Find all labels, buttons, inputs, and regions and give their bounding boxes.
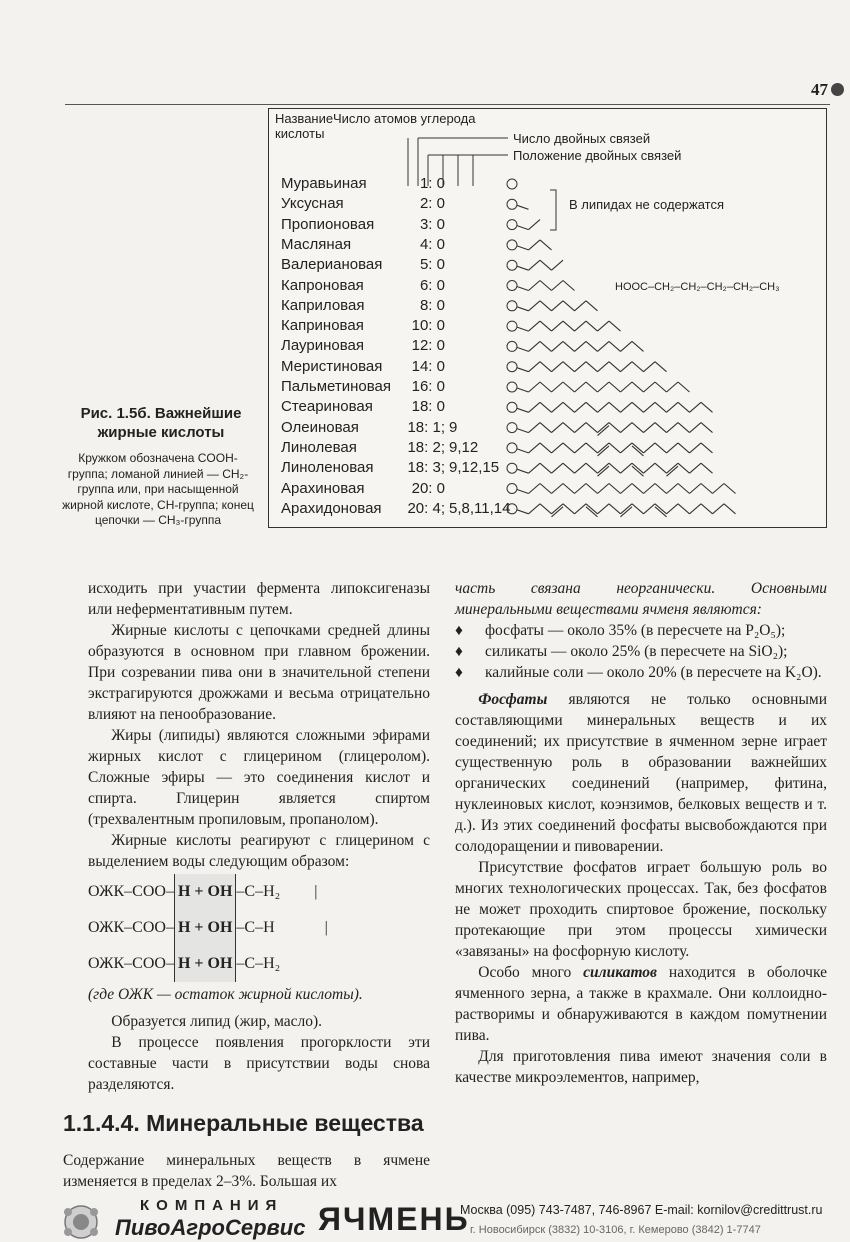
acid-chain <box>507 484 736 494</box>
header-double-bond-count: Число двойных связей <box>513 131 651 146</box>
paragraph: Образуется липид (жир, масло). <box>111 1013 323 1030</box>
paragraph: Для приготовления пива имеют значения соли в качестве микроэлементов, например, <box>455 1048 827 1086</box>
acid-double-bond-positions: 9 <box>449 418 458 436</box>
acid-composition: 18: 2; <box>407 438 445 456</box>
acid-double-bond-positions: 9,12,15 <box>449 459 500 477</box>
acid-composition: 4: 0 <box>419 235 445 253</box>
list-item: ♦ калийные соли — около 20% (в пересчете на K₂O). <box>455 664 822 681</box>
paragraph: Жирные кислоты с цепочками средней длины образуются в основном при главном брожении. При созревании пива они в значительной степени экстрагируются дрожжами и весьма отрицательно влияют на пенообразование. <box>88 622 430 723</box>
acid-chain <box>507 260 563 270</box>
caproic-formula: HOOC–CH₂–CH₂–CH₂–CH₂–CH₃ <box>615 281 780 293</box>
figure-caption-text: Кружком обозначена COOH-группа; ломаной линией — CH₂-группа или, при насыщенной жирной кислоте, CH-группа; конец цепочки — CH₃-группа <box>62 451 254 527</box>
acid-name: Арахиновая <box>281 479 365 497</box>
formula-right: –С–H₂ <box>236 883 281 900</box>
page-marker-icon <box>831 83 844 96</box>
list-item-text: фосфаты — около 35% (в пересчете на P₂O₅); <box>485 622 786 639</box>
acid-chain <box>507 463 713 476</box>
acid-chain <box>507 504 736 517</box>
acid-composition: 3: 0 <box>419 215 445 233</box>
acid-composition: 5: 0 <box>419 256 445 274</box>
footer-contacts-secondary: г. Новосибирск (3832) 10-3106, г. Кемерово (3842) 1-7747 <box>470 1224 761 1236</box>
top-rule <box>65 104 830 105</box>
left-column <box>88 578 430 1095</box>
esterification-formula: ОЖК–СОО– H + OH –С–H₂ | ОЖК–СОО– H + OH –С–H | ОЖК–СОО– H + OH –С–H₂ <box>88 874 430 982</box>
paragraph-text: Особо много <box>478 964 584 981</box>
acid-composition: 20: 0 <box>411 479 445 497</box>
acid-composition: 8: 0 <box>419 296 445 314</box>
acid-name: Арахидоновая <box>281 499 382 517</box>
paragraph-text: находится в оболочке ячменного зерна, а также в крахмале. Они коллоидно-растворимы и обнаруживаются в каждом помутнении пива. <box>455 964 827 1044</box>
right-column <box>455 578 827 1088</box>
paragraph: часть связана неорганически. Основными минеральными веществами ячменя являются: <box>455 580 827 618</box>
acid-chain <box>507 402 713 412</box>
acid-composition: 12: 0 <box>411 337 445 355</box>
acid-name: Олеиновая <box>281 418 359 436</box>
acid-name: Капроновая <box>281 276 364 294</box>
formula-box: H + OH <box>174 910 236 946</box>
acid-name: Муравьиная <box>281 175 367 192</box>
acid-name: Пальметиновая <box>281 378 391 395</box>
not-in-lipids-note: В липидах не содержатся <box>569 197 725 212</box>
page-number: 47 <box>811 80 828 99</box>
footer-contacts: Москва (095) 743-7487, 746-8967 E-mail: kornilov@credittrust.ru <box>460 1203 823 1217</box>
formula-box: H + OH <box>174 874 236 910</box>
footer <box>0 1195 850 1242</box>
formula-right: –С–H <box>236 919 275 936</box>
list-item: ♦ фосфаты — около 35% (в пересчете на P₂O₅); <box>455 622 786 639</box>
acid-composition: 16: 0 <box>411 378 445 395</box>
bracket <box>550 190 556 230</box>
footer-book-title: ЯЧМЕНЬ <box>318 1201 470 1237</box>
list-item: ♦ силикаты — около 25% (в пересчете на SiO₂); <box>455 643 788 660</box>
acid-composition: 2: 0 <box>419 195 445 213</box>
header-acid-name: Название кислоты <box>275 111 334 141</box>
acid-name: Масляная <box>281 235 352 253</box>
acid-composition: 20: 4; <box>407 499 445 517</box>
acid-composition: 6: 0 <box>419 276 445 294</box>
figure-caption-title: Рис. 1.5б. Важнейшие жирные кислоты <box>80 405 242 441</box>
acid-name: Каприловая <box>281 296 365 314</box>
acid-chain <box>507 199 529 209</box>
paragraph: Жиры (липиды) являются сложными эфирами жирных кислот с глицерином (глицеролом). Сложные эфиры — это соединения кислот и спирта. Глицерин является спиртом (трехвалентным пропиловым, пропанолом). <box>88 727 430 828</box>
company-logo-icon <box>60 1203 102 1241</box>
paragraph <box>455 962 827 1046</box>
paragraph: В процессе появления прогорклости эти составные части в присутствии воды снова разделяются. <box>88 1034 430 1093</box>
formula-right: –С–H₂ <box>236 955 281 972</box>
acid-name: Лауриновая <box>281 337 364 355</box>
acid-name: Линоленовая <box>281 459 374 477</box>
header-double-bond-positions: Положение двойных связей <box>513 148 682 163</box>
acid-composition: 14: 0 <box>411 357 445 375</box>
section-text: Содержание минеральных веществ в ячмене изменяется в пределах 2–3%. Большая их <box>63 1152 430 1190</box>
acid-chain <box>507 179 517 189</box>
formula-left: ОЖК–СОО– <box>88 955 174 972</box>
acid-chain <box>507 382 690 392</box>
acid-name: Уксусная <box>281 195 344 213</box>
acid-chain <box>507 423 713 436</box>
formula-left: ОЖК–СОО– <box>88 919 174 936</box>
acid-composition: 1: 0 <box>419 175 445 192</box>
acid-chain <box>507 362 667 372</box>
acid-chain <box>507 301 598 311</box>
list-item-text: калийные соли — около 20% (в пересчете на K₂O). <box>485 664 822 681</box>
chain-diagrams <box>268 108 825 528</box>
acid-double-bond-positions: 5,8,11,14 <box>449 499 511 517</box>
acid-chain <box>507 281 575 291</box>
acid-name: Пропионовая <box>281 215 375 233</box>
acid-chain <box>507 321 621 331</box>
acid-name: Стеариновая <box>281 398 373 416</box>
acid-composition: 10: 0 <box>411 317 445 335</box>
formula-left: ОЖК–СОО– <box>88 883 174 900</box>
acid-double-bond-positions: 9,12 <box>449 438 479 456</box>
formula-note: (где ОЖК — остаток жирной кислоты). <box>88 986 363 1003</box>
acid-name: Меристиновая <box>281 357 383 375</box>
acid-chain <box>507 240 552 250</box>
acid-chain <box>507 443 713 456</box>
formula-box: H + OH <box>174 946 236 982</box>
acid-composition: 18: 1; <box>407 418 445 436</box>
list-item-text: силикаты — около 25% (в пересчете на SiO₂); <box>485 643 788 660</box>
paragraph <box>455 689 827 857</box>
acid-name: Линолевая <box>281 438 357 456</box>
header-carbon-count: Число атомов углерода <box>333 111 476 126</box>
paragraph-text: являются не только основными составляющими минеральных веществ и их соединений; их присутствие в ячменном зерне играет существенную роль в образовании важнейших органических соединений (например, фитина, нуклеиновых кислот, коэнзимов, белковых веществ и т. д.). Из этих соединений фосфаты высвобождаются при солодоращении и пивоварении. <box>455 691 827 855</box>
acid-name: Валериановая <box>281 256 383 274</box>
paragraph: Жирные кислоты реагируют с глицерином с выделением воды следующим образом: <box>88 832 430 870</box>
acid-name: Каприновая <box>281 317 364 335</box>
section-heading: 1.1.4.4. Минеральные вещества <box>63 1110 424 1136</box>
term: Фосфаты <box>478 691 548 708</box>
acid-composition: 18: 3; <box>407 459 445 477</box>
acid-chain <box>507 341 644 351</box>
term: силикатов <box>583 964 657 981</box>
footer-company: КОМПАНИЯ <box>140 1197 284 1214</box>
acid-composition: 18: 0 <box>411 398 445 416</box>
footer-brand: ПивоАгроСервис <box>115 1215 306 1240</box>
paragraph: Присутствие фосфатов играет большую роль во многих технологических процессах. Так, без фосфатов не может проходить спиртовое брожение, поскольку протекающие при этом процессы химически «завязаны» на фосфорную кислоту. <box>455 859 827 960</box>
paragraph: исходить при участии фермента липоксигеназы или неферментативным путем. <box>88 580 430 618</box>
acid-chain <box>507 220 540 230</box>
